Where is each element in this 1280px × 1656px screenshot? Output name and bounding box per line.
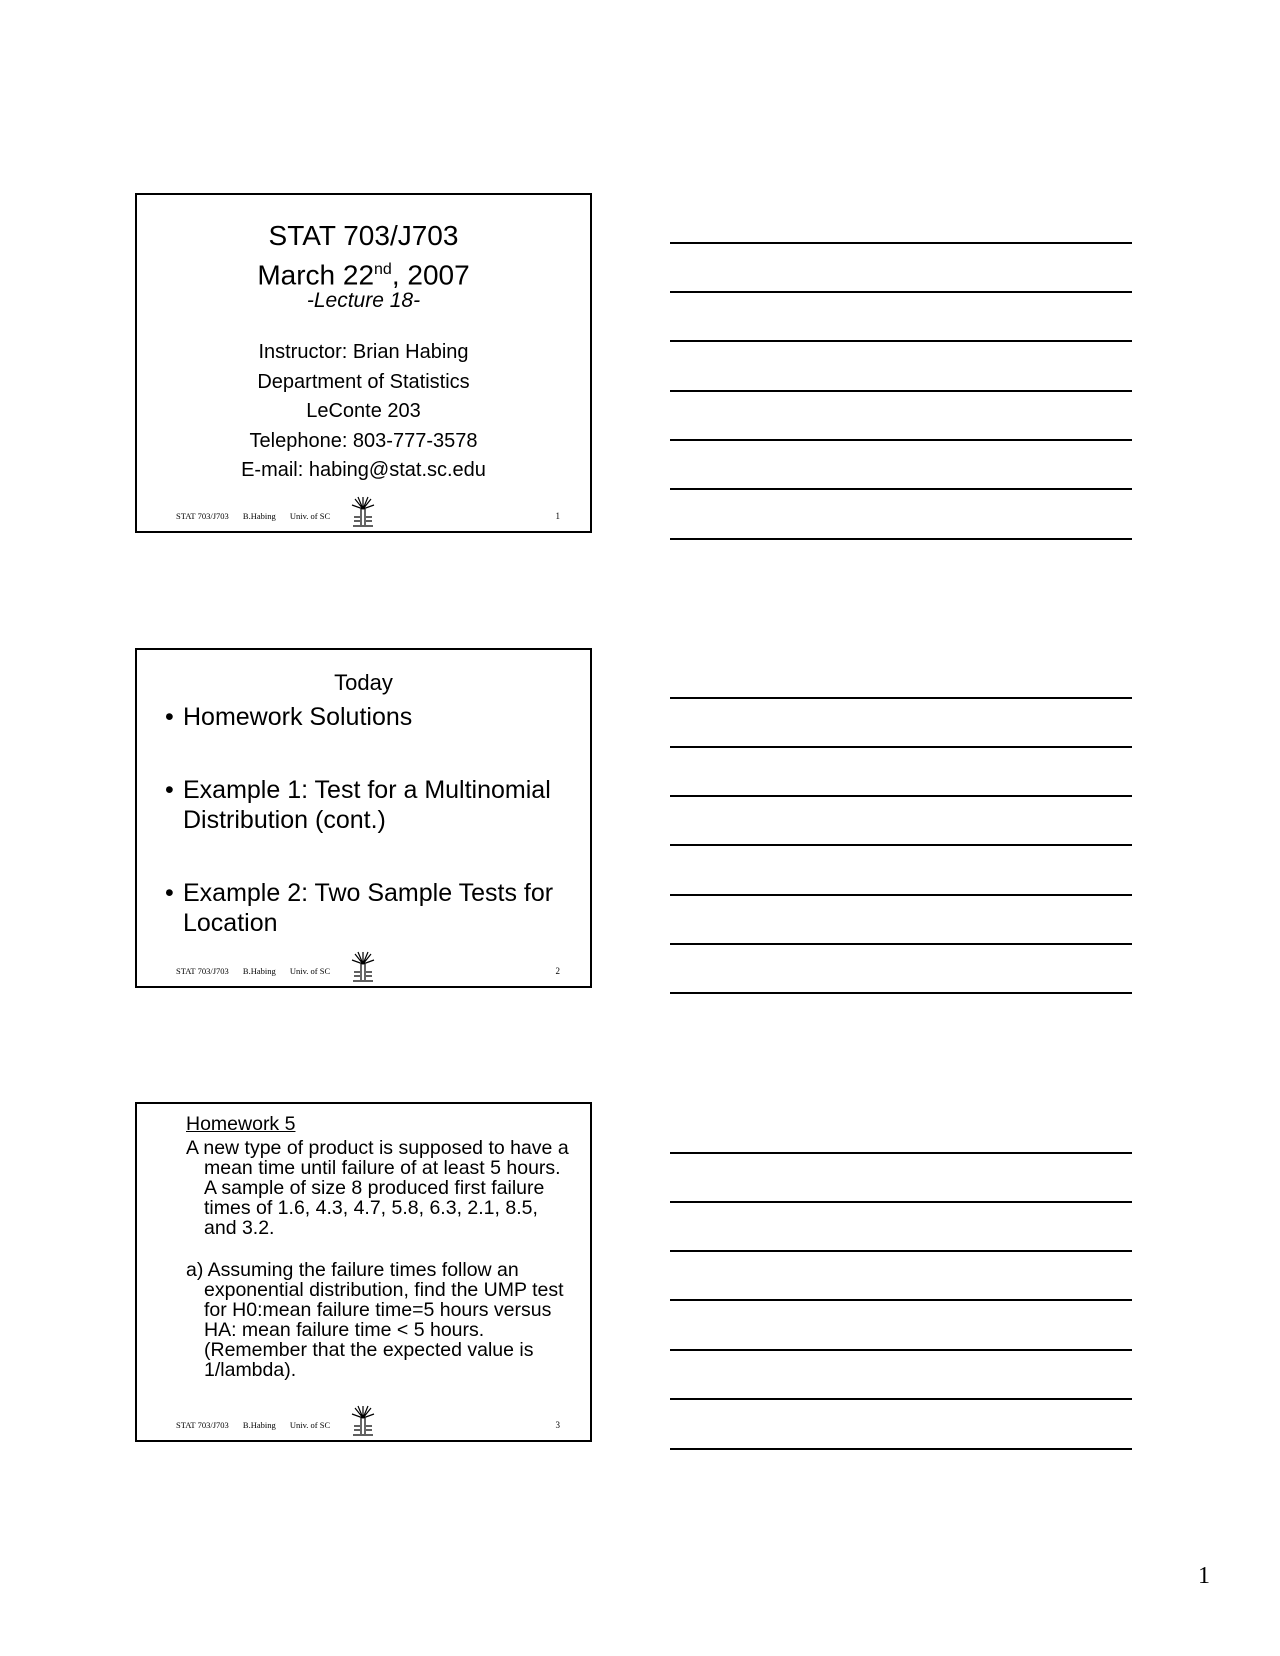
note-line: [670, 795, 1132, 797]
footer-author: B.Habing: [242, 1420, 276, 1430]
slide-title: [137, 219, 590, 292]
footer-course: STAT 703/J703: [176, 511, 229, 521]
date-text: March 22: [257, 259, 375, 291]
info-line: Telephone: 803-777-3578: [249, 429, 478, 452]
note-line: [670, 746, 1132, 748]
slide-body: [186, 1114, 570, 1380]
slide-3: [135, 1102, 592, 1442]
university-logo-icon: [350, 1404, 376, 1438]
bullet-list: [165, 702, 570, 981]
university-logo-icon: [350, 495, 376, 529]
list-item: • Example 2: Two Sample Tests for Location: [165, 878, 570, 938]
note-line: [670, 1448, 1132, 1450]
info-line: Instructor: Brian Habing: [258, 341, 469, 363]
list-item: • Example 1: Test for a Multinomial Distribution (cont.): [165, 775, 570, 835]
list-item: • Homework Solutions: [165, 702, 570, 732]
note-line: [670, 439, 1132, 441]
note-line: [670, 390, 1132, 392]
note-line: [670, 844, 1132, 846]
lecture-date: [137, 253, 590, 292]
footer-university: Univ. of SC: [289, 511, 331, 521]
note-line: [670, 1250, 1132, 1252]
problem-part-a: a) Assuming the failure times follow an exponential distribution, find the UMP test for H0:mean failure time=5 hours versus HA: mean failure time < 5 hours. (Remember that the expected value is 1/lambda).: [186, 1259, 564, 1381]
note-line: [670, 1398, 1132, 1400]
note-line: [670, 340, 1132, 342]
date-superscript: nd: [374, 261, 392, 278]
footer-university: Univ. of SC: [289, 966, 331, 976]
slide-footer: [176, 966, 342, 976]
info-line: E-mail: habing@stat.sc.edu: [241, 459, 486, 481]
problem-statement: A new type of product is supposed to have a mean time until failure of at least 5 hours. A sample of size 8 produced first failure times of 1.6, 4.3, 4.7, 5.8, 6.3, 2.1, 8.5, and 3.2.: [186, 1137, 569, 1239]
note-line: [670, 1201, 1132, 1203]
note-line: [670, 1349, 1132, 1351]
note-line: [670, 242, 1132, 244]
footer-author: B.Habing: [242, 511, 276, 521]
course-code: STAT 703/J703: [268, 220, 459, 251]
page-number: 1: [1198, 1563, 1210, 1589]
note-line: [670, 488, 1132, 490]
footer-course: STAT 703/J703: [176, 1420, 229, 1430]
slide-1: [135, 193, 592, 533]
slide-number: 3: [555, 1420, 560, 1430]
note-line: [670, 538, 1132, 540]
instructor-info: [137, 338, 590, 486]
slide-footer: [176, 511, 342, 521]
info-line: LeConte 203: [306, 400, 421, 422]
note-line: [670, 992, 1132, 994]
slide-number: 1: [555, 511, 560, 521]
date-year: , 2007: [391, 259, 470, 291]
slide-2: [135, 648, 592, 988]
note-line: [670, 1299, 1132, 1301]
info-line: Department of Statistics: [257, 370, 470, 393]
lecture-subtitle: -Lecture 18-: [306, 289, 421, 312]
note-line: [670, 943, 1132, 945]
slide-number: 2: [555, 966, 560, 976]
footer-university: Univ. of SC: [289, 1420, 331, 1430]
slide-footer: [176, 1420, 342, 1430]
note-line: [670, 1152, 1132, 1154]
university-logo-icon: [350, 950, 376, 984]
note-line: [670, 894, 1132, 896]
note-line: [670, 291, 1132, 293]
note-line: [670, 697, 1132, 699]
slide-heading: Today: [334, 670, 393, 695]
slide-heading: Homework 5: [186, 1113, 296, 1135]
footer-course: STAT 703/J703: [176, 966, 229, 976]
footer-author: B.Habing: [242, 966, 276, 976]
